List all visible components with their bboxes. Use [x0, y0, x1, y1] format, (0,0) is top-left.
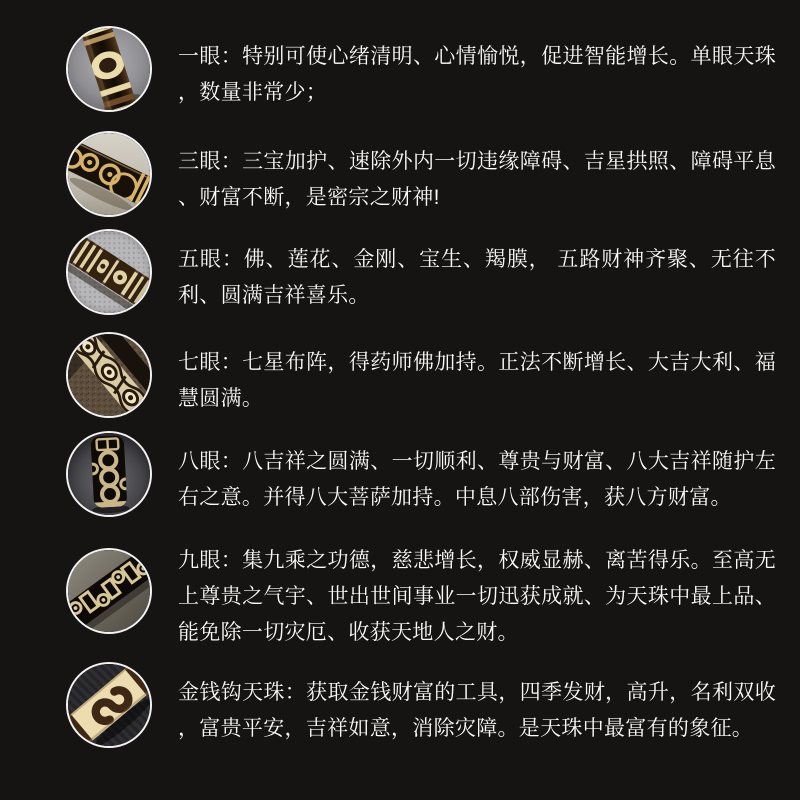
bead-row-three-eye [66, 131, 782, 217]
three-eye-dzi-bead-photo [66, 131, 152, 217]
seven-eye-dzi-bead-image [68, 334, 150, 416]
five-eye-dzi-bead-image [68, 231, 150, 313]
five-eye-dzi-bead-photo [66, 229, 152, 315]
bead-row-money-hook [66, 662, 782, 748]
eight-eye-dzi-bead-photo [66, 431, 152, 517]
one-eye-dzi-bead-image [68, 28, 150, 110]
nine-eye-dzi-bead-photo [66, 548, 152, 634]
bead-description: 五眼：佛、莲花、金刚、宝生、羯膜， 五路财神齐聚、无往不利、圆满吉祥喜乐。 [178, 248, 776, 307]
money-hook-dzi-bead-image [68, 664, 150, 746]
bead-row-nine-eye [66, 548, 782, 651]
bead-description: 三眼：三宝加护、速除外内一切违缘障碍、吉星拱照、障碍平息、财富不断，是密宗之财神! [178, 150, 776, 209]
money-hook-dzi-bead-photo [66, 662, 152, 748]
bead-description: 八眼：八吉祥之圆满、一切顺利、尊贵与财富、八大吉祥随护左右之意。并得八大菩萨加持。中息八部伤害，获八方财富。 [178, 450, 776, 509]
nine-eye-dzi-bead-image [68, 550, 150, 632]
one-eye-dzi-bead-photo [66, 26, 152, 112]
seven-eye-dzi-bead-photo [66, 332, 152, 418]
three-eye-dzi-bead-image [68, 133, 150, 215]
bead-description: 七眼：七星布阵，得药师佛加持。正法不断增长、大吉大利、福慧圆满。 [178, 351, 776, 410]
bead-row-one-eye [66, 26, 782, 112]
bead-description: 一眼：特别可使心绪清明、心情愉悦，促进智能增长。单眼天珠，数量非常少； [178, 45, 776, 104]
bead-row-seven-eye [66, 332, 782, 418]
eight-eye-dzi-bead-image [68, 433, 150, 515]
bead-row-five-eye [66, 229, 782, 315]
bead-description: 九眼：集九乘之功德，慈悲增长，权威显赫、离苦得乐。至高无上尊贵之气宇、世出世间事业一切迅获成就、为天珠中最上品、能免除一切灾厄、收获天地人之财。 [178, 549, 776, 644]
bead-row-eight-eye [66, 431, 782, 517]
bead-description: 金钱钩天珠：获取金钱财富的工具，四季发财，高升，名利双收，富贵平安，吉祥如意，消除灾障。是天珠中最富有的象征。 [178, 681, 776, 740]
